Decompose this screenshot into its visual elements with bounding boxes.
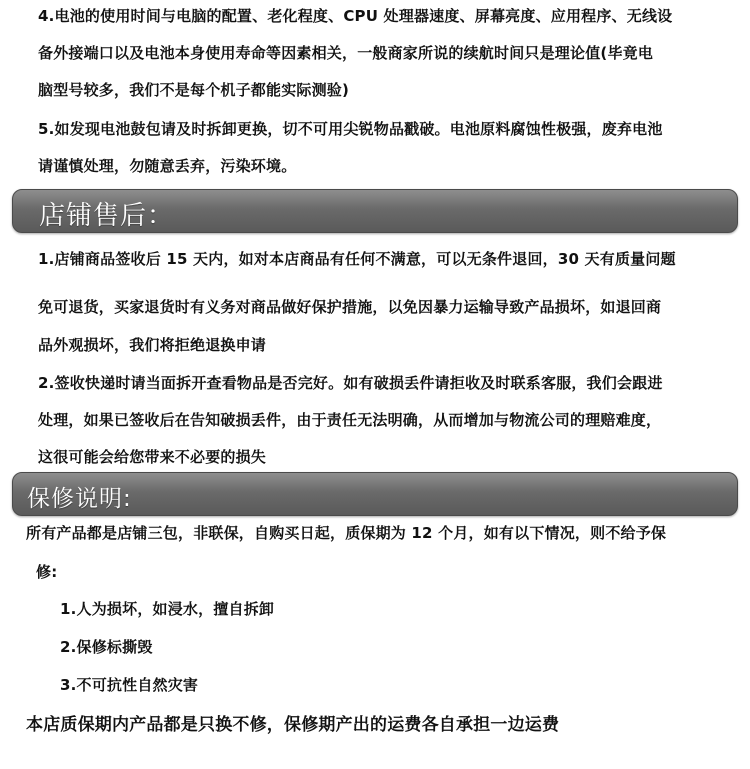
after-sales-line: 这很可能会给您带来不必要的损失 bbox=[38, 448, 267, 466]
warranty-exclusion-item: 1.人为损坏，如浸水，擅自拆卸 bbox=[60, 600, 275, 618]
after-sales-line: 品外观损坏，我们将拒绝退换申请 bbox=[38, 336, 267, 354]
after-sales-banner bbox=[12, 189, 738, 233]
warranty-intro-line: 所有产品都是店铺三包，非联保，自购买日起，质保期为 12 个月，如有以下情况，则不给予保 bbox=[26, 524, 667, 542]
warranty-title: 保修说明: bbox=[27, 486, 132, 512]
battery-note-line: 备外接端口以及电池本身使用寿命等因素相关，一般商家所说的续航时间只是理论值(毕竟电 bbox=[38, 44, 654, 62]
warranty-final-note: 本店质保期内产品都是只换不修，保修期产出的运费各自承担一边运费 bbox=[26, 715, 560, 735]
warranty-banner bbox=[12, 472, 738, 516]
after-sales-title: 店铺售后： bbox=[39, 201, 175, 231]
warranty-exclusion-item: 2.保修标撕毁 bbox=[60, 638, 153, 656]
after-sales-line: 1.店铺商品签收后 15 天内，如对本店商品有任何不满意，可以无条件退回，30 天有质量问题 bbox=[38, 250, 676, 268]
after-sales-line: 处理，如果已签收后在告知破损丢件，由于责任无法明确，从而增加与物流公司的理赔难度， bbox=[38, 411, 662, 429]
battery-note-line: 请谨慎处理，勿随意丢弃，污染环境。 bbox=[38, 157, 297, 175]
warranty-intro-line: 修: bbox=[36, 563, 58, 581]
battery-note-line: 4.电池的使用时间与电脑的配置、老化程度、CPU 处理器速度、屏幕亮度、应用程序、无线设 bbox=[38, 7, 673, 25]
after-sales-line: 2.签收快递时请当面拆开查看物品是否完好。如有破损丢件请拒收及时联系客服，我们会跟进 bbox=[38, 374, 663, 392]
after-sales-line: 免可退货，买家退货时有义务对商品做好保护措施，以免因暴力运输导致产品损坏，如退回商 bbox=[38, 298, 662, 316]
warranty-exclusion-item: 3.不可抗性自然灾害 bbox=[60, 676, 199, 694]
battery-note-line: 脑型号较多，我们不是每个机子都能实际测验) bbox=[38, 81, 350, 99]
battery-note-line: 5.如发现电池鼓包请及时拆卸更换，切不可用尖锐物品戳破。电池原料腐蚀性极强，废弃电池 bbox=[38, 120, 663, 138]
